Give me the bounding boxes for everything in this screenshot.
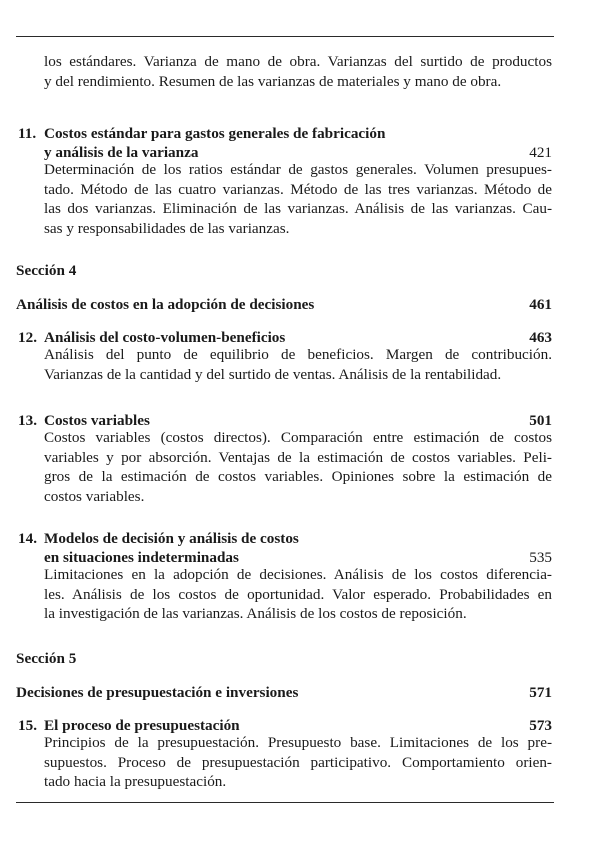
chapter-12-description <box>44 345 552 384</box>
page-number: 573 <box>529 717 552 734</box>
description-line: Análisis del punto de equilibrio de beneficios. Margen de contribución. <box>44 346 552 363</box>
chapter-14-description <box>44 565 552 624</box>
chapter-title-continued: y análisis de la varianza <box>44 144 199 161</box>
description-line: supuestos. Proceso de presupuestación participativo. Comportamiento orien- <box>44 753 552 771</box>
description-line: variables y por absorción. Ventajas de la estimación de costos variables. Peli- <box>44 448 552 466</box>
description-line: tado hacia la presupuestación. <box>44 773 227 790</box>
description-line: les. Análisis de los costos de oportunidad. Valor esperado. Probabilidades en <box>44 585 552 603</box>
description-line: Principios de la presupuestación. Presupuesto base. Limitaciones de los pre- <box>44 734 552 751</box>
chapter-title: El proceso de presupuestación <box>44 717 240 734</box>
description-line: gros de la estimación de costos variables. Opiniones sobre la estimación de <box>44 468 552 485</box>
intro-paragraph <box>44 52 552 91</box>
chapter-14-heading <box>18 529 552 569</box>
intro-line: los estándares. Varianza de mano de obra. Varianzas del surtido de productos <box>44 53 552 70</box>
description-line: la investigación de las varianzas. Análisis de los costos de reposición. <box>44 605 467 622</box>
description-line: sas y responsabilidades de las varianzas. <box>44 219 290 237</box>
top-rule <box>16 36 554 37</box>
description-line: costos variables. <box>44 487 145 505</box>
section-4-title-row <box>16 296 552 314</box>
bottom-rule <box>16 802 554 803</box>
page-number: 461 <box>529 296 552 313</box>
chapter-13-description <box>44 428 552 506</box>
page-number: 463 <box>529 329 552 346</box>
chapter-15-description <box>44 733 552 792</box>
description-line: Determinación de los ratios estándar de gastos generales. Volumen presupues- <box>44 161 552 178</box>
chapter-title-continued: en situaciones indeterminadas <box>44 549 239 566</box>
chapter-title: Análisis del costo-volumen-beneficios <box>44 329 286 346</box>
section-5-title-row <box>16 684 552 702</box>
section-4-label: Sección 4 <box>16 262 77 279</box>
page-number: 421 <box>529 144 552 161</box>
description-line: Costos variables (costos directos). Comparación entre estimación de costos <box>44 429 552 446</box>
chapter-11-heading <box>18 124 552 164</box>
page-number: 501 <box>529 412 552 429</box>
chapter-number: 13. <box>18 412 37 429</box>
chapter-number: 14. <box>18 530 37 547</box>
page-number: 571 <box>529 684 552 701</box>
description-line: Limitaciones en la adopción de decisiones. Análisis de los costos diferencia- <box>44 566 552 583</box>
chapter-title: Modelos de decisión y análisis de costos <box>44 530 299 547</box>
chapter-number: 11. <box>18 125 37 142</box>
description-line: las dos varianzas. Eliminación de las varianzas. Análisis de las varianzas. Cau- <box>44 200 552 217</box>
chapter-11-description <box>44 160 552 238</box>
description-line: Varianzas de la cantidad y del surtido de ventas. Análisis de la rentabilidad. <box>44 365 502 383</box>
section-title: Análisis de costos en la adopción de decisiones <box>16 296 315 313</box>
chapter-title: Costos variables <box>44 412 150 429</box>
section-title: Decisiones de presupuestación e inversiones <box>16 684 299 701</box>
chapter-number: 15. <box>18 717 37 734</box>
intro-line: y del rendimiento. Resumen de las varianzas de materiales y mano de obra. <box>44 72 502 90</box>
page-number: 535 <box>529 549 552 566</box>
chapter-title: Costos estándar para gastos generales de fabricación <box>44 125 386 142</box>
chapter-number: 12. <box>18 329 37 346</box>
section-5-label: Sección 5 <box>16 650 77 667</box>
description-line: tado. Método de las cuatro varianzas. Método de las tres varianzas. Método de <box>44 180 552 198</box>
